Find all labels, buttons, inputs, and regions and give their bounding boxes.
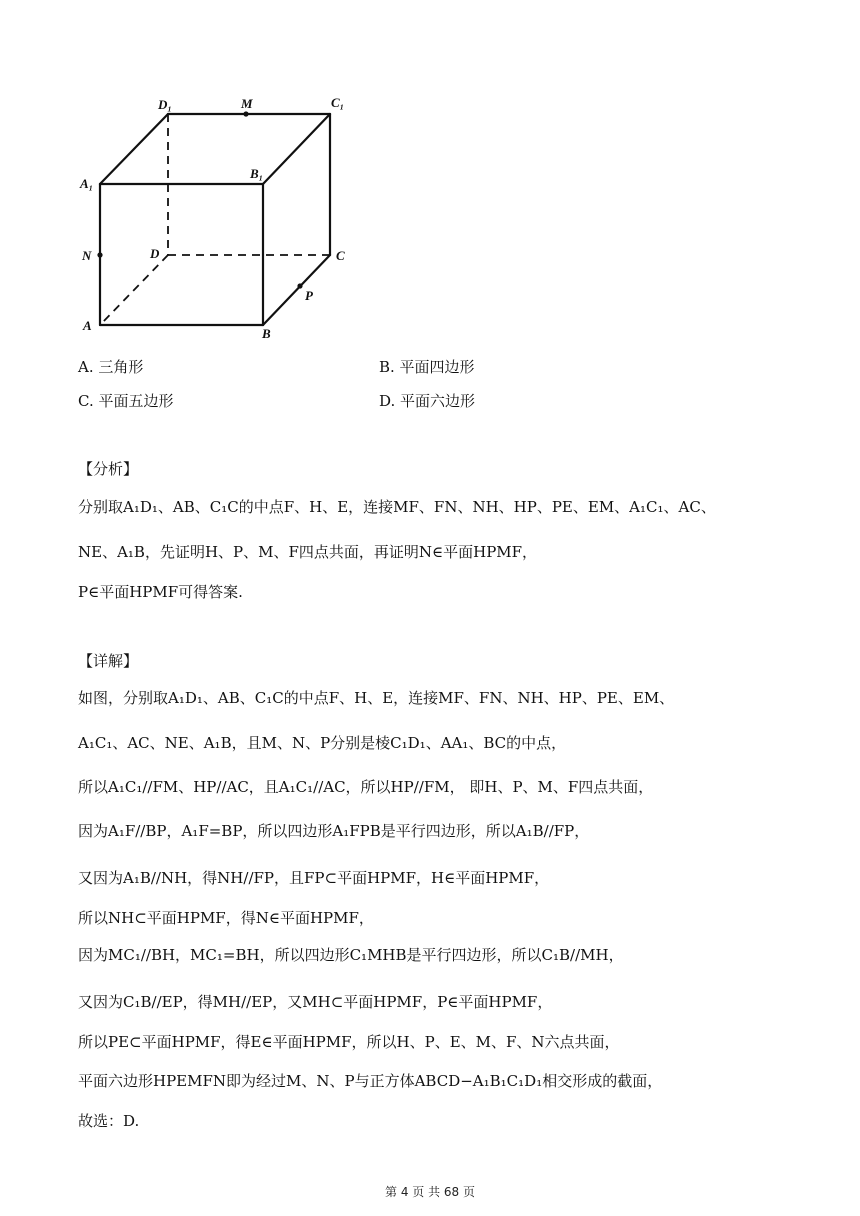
analysis-line: NE、A₁B，先证明H、P、M、F四点共面，再证明N∈平面HPMF，	[78, 543, 538, 561]
point-p	[297, 283, 302, 288]
option-b: B. 平面四边形	[379, 358, 475, 376]
solution-line: A₁C₁、AC、NE、A₁B，且M、N、P分别是棱C₁D₁、AA₁、BC的中点，	[78, 734, 567, 752]
solution-line: 故选：D.	[78, 1112, 140, 1130]
label-c: C	[336, 248, 345, 263]
solution-line: 所以PE⊂平面HPMF，得E∈平面HPMF，所以H、P、E、M、F、N六点共面，	[78, 1033, 620, 1051]
label-p: P	[305, 288, 313, 303]
option-c: C. 平面五边形	[78, 392, 174, 410]
solution-line: 所以NH⊂平面HPMF，得N∈平面HPMF，	[78, 909, 374, 927]
solution-line: 如图，分别取A₁D₁、AB、C₁C的中点F、H、E，连接MF、FN、NH、HP、PE、EM、	[78, 689, 675, 707]
analysis-line: P∈平面HPMF可得答案.	[78, 583, 243, 601]
cube-figure	[0, 0, 400, 350]
solution-line: 又因为A₁B//NH，得NH//FP，且FP⊂平面HPMF，H∈平面HPMF，	[78, 869, 550, 887]
label-d: D	[150, 246, 160, 261]
label-m: M	[241, 96, 253, 111]
solution-heading: 【详解】	[78, 652, 139, 670]
analysis-line: 分别取A₁D₁、AB、C₁C的中点F、H、E，连接MF、FN、NH、HP、PE、EM、A₁C₁、AC、	[78, 498, 716, 516]
label-d1: D₁	[158, 97, 172, 112]
cube-solid-edges	[100, 114, 330, 325]
label-n: N	[82, 248, 92, 263]
label-b: B	[262, 326, 271, 341]
label-a1: A₁	[80, 176, 94, 191]
solution-line: 又因为C₁B//EP，得MH//EP，又MH⊂平面HPMF，P∈平面HPMF，	[78, 993, 553, 1011]
point-m	[243, 111, 248, 116]
label-a: A	[83, 318, 92, 333]
cube-hidden-edges	[100, 114, 330, 325]
solution-line: 因为A₁F//BP，A₁F=BP，所以四边形A₁FPB是平行四边形，所以A₁B//FP，	[78, 822, 590, 840]
option-d: D. 平面六边形	[379, 392, 476, 410]
solution-line: 因为MC₁//BH，MC₁=BH，所以四边形C₁MHB是平行四边形，所以C₁B//MH，	[78, 946, 624, 964]
label-c1: C₁	[331, 95, 345, 110]
option-a: A. 三角形	[78, 358, 144, 376]
solution-line: 平面六边形HPEMFN即为经过M、N、P与正方体ABCD−A₁B₁C₁D₁相交形成的截面，	[78, 1072, 663, 1090]
solution-line: 所以A₁C₁//FM、HP//AC，且A₁C₁//AC，所以HP//FM， 即H、P、M、F四点共面，	[78, 778, 654, 796]
analysis-heading: 【分析】	[78, 460, 139, 478]
label-b1: B₁	[250, 166, 264, 181]
point-n	[97, 252, 102, 257]
page-footer: 第 4 页 共 68 页	[385, 1185, 475, 1199]
